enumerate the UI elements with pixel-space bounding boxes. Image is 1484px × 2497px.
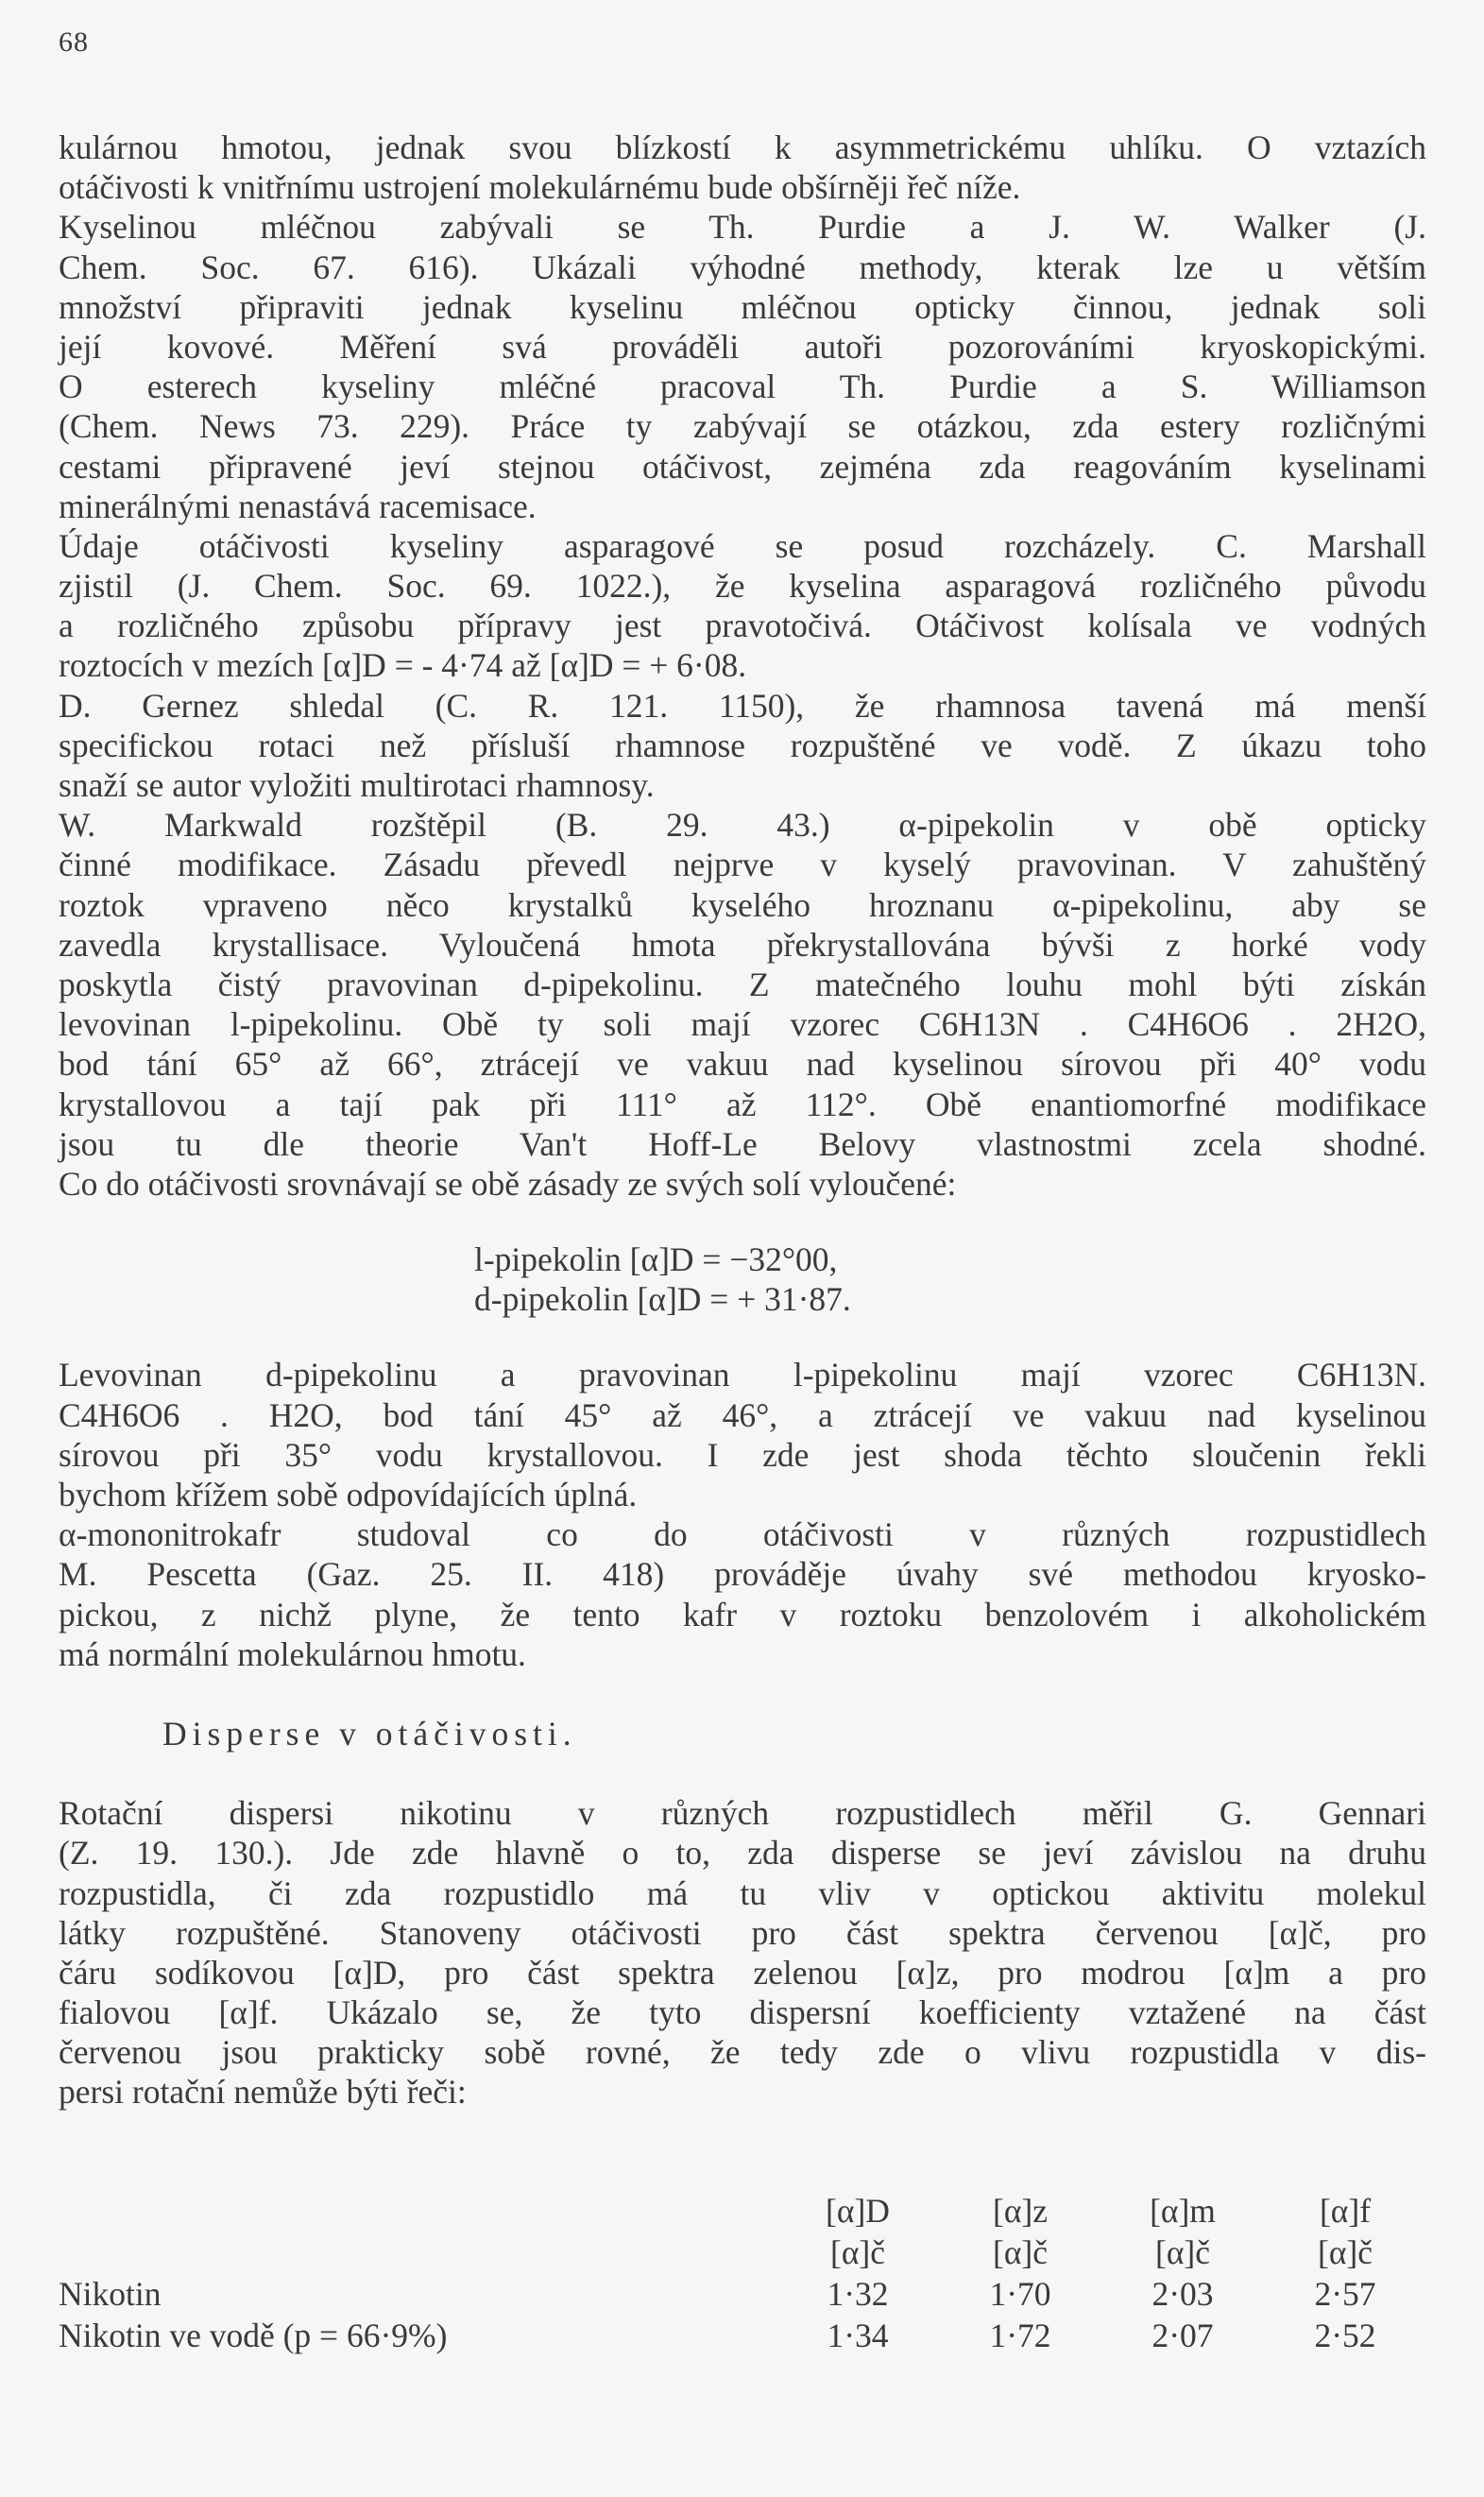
text-line: C4H6O6 . H2O, bod tání 45° až 46°, a ztrácejí ve vakuu nad kyselinou	[59, 1395, 1426, 1434]
table-header-cell: [α]z	[993, 2192, 1048, 2230]
text-line: O esterech kyseliny mléčné pracoval Th. Purdie a S. Williamson	[59, 368, 1426, 406]
text-line: pickou, z nichž plyne, že tento kafr v roztoku benzolovém i alkoholickém	[59, 1595, 1426, 1633]
text-line: levovinan l-pipekolinu. Obě ty soli mají vzorec C6H13N . C4H6O6 . 2H2O,	[59, 1005, 1426, 1044]
text-line: bod tání 65° až 66°, ztrácejí ve vakuu nad kyselinou sírovou při 40° vodu	[59, 1045, 1426, 1084]
text-line: její kovové. Měření svá prováděli autoři pozorováními kryoskopickými.	[59, 327, 1426, 366]
table-cell: 1·72	[989, 2317, 1051, 2354]
text-line: bychom křížem sobě odpovídajících úplná.	[59, 1476, 638, 1514]
text-line: množství připraviti jednak kyselinu mléčnou opticky činnou, jednak soli	[59, 287, 1426, 326]
text-line: Chem. Soc. 67. 616). Ukázali výhodné methody, kterak lze u větším	[59, 248, 1426, 286]
table-row	[59, 2273, 1426, 2315]
text-line: (Z. 19. 130.). Jde zde hlavně o to, zda disperse se jeví závislou na druhu	[59, 1834, 1426, 1873]
table-cell: 1·32	[827, 2275, 889, 2313]
text-line: α-mononitrokafr studoval co do otáčivosti v různých rozpustidlech	[59, 1515, 1426, 1554]
text-line: jsou tu dle theorie Van't Hoff-Le Belovy vlastnostmi zcela shodné.	[59, 1124, 1426, 1163]
text-line: krystallovou a tají pak při 111° až 112°. Obě enantiomorfné modifikace	[59, 1085, 1426, 1123]
text-line: persi rotační nemůže býti řeči:	[59, 2073, 467, 2112]
text-line: a rozličného způsobu přípravy jest pravotočivá. Otáčivost kolísala ve vodných	[59, 607, 1426, 645]
text-line: cestami připravené jeví stejnou otáčivost, zejména zda reagováním kyselinami	[59, 447, 1426, 486]
text-line: Rotační dispersi nikotinu v různých rozpustidlech měřil G. Gennari	[59, 1794, 1426, 1833]
paragraph-group-3	[59, 1793, 1426, 2112]
text-line: roztocích v mezích [α]D = - 4·74 až [α]D = + 6·08.	[59, 646, 747, 685]
text-line: rozpustidla, či zda rozpustidlo má tu vliv v optickou aktivitu molekul	[59, 1873, 1426, 1912]
table-cell: 2·07	[1151, 2317, 1214, 2354]
text-line: Kyselinou mléčnou zabývali se Th. Purdie a J. W. Walker (J.	[59, 208, 1426, 247]
page-body	[59, 128, 1426, 2112]
table-cell: 2·52	[1314, 2317, 1376, 2354]
section-heading: Disperse v otáčivosti.	[162, 1714, 577, 1753]
table-header-cell: [α]č	[993, 2233, 1048, 2271]
table-header-cell: [α]D	[826, 2192, 890, 2230]
page-number: 68	[59, 26, 89, 58]
table-header-cell: [α]č	[1155, 2233, 1210, 2271]
text-line: Co do otáčivosti srovnávají se obě zásady ze svých solí vyloučené:	[59, 1164, 957, 1203]
text-line: W. Markwald rozštěpil (B. 29. 43.) α-pipekolin v obě opticky	[59, 806, 1426, 845]
table-cell: 1·70	[989, 2275, 1051, 2313]
formula-line: d-pipekolin [α]D = + 31·87.	[474, 1280, 851, 1319]
text-line: M. Pescetta (Gaz. 25. II. 418) prováděje úvahy své methodou kryosko-	[59, 1555, 1426, 1594]
row-label: Nikotin	[59, 2275, 162, 2313]
text-line: snaží se autor vyložiti multirotaci rhamnosy.	[59, 766, 655, 804]
text-line: červenou jsou prakticky sobě rovné, že tedy zde o vlivu rozpustidla v dis-	[59, 2033, 1426, 2072]
text-line: čáru sodíkovou [α]D, pro část spektra zelenou [α]z, pro modrou [α]m a pro	[59, 1953, 1426, 1992]
text-line: otáčivosti k vnitřnímu ustrojení molekulárnému bude obšírněji řeč níže.	[59, 168, 1021, 207]
row-label: Nikotin ve vodě (p = 66·9%)	[59, 2317, 448, 2354]
text-line: sírovou při 35° vodu krystallovou. I zde jest shoda těchto sloučenin řekli	[59, 1435, 1426, 1474]
text-line: má normální molekulárnou hmotu.	[59, 1634, 526, 1673]
table-header-cell: [α]m	[1150, 2192, 1216, 2230]
text-line: činné modifikace. Zásadu převedl nejprve v kyselý pravovinan. V zahuštěný	[59, 846, 1426, 884]
table-header-row	[59, 2190, 1426, 2232]
table-header-cell: [α]č	[1318, 2233, 1373, 2271]
text-line: minerálnými nenastává racemisace.	[59, 487, 537, 525]
text-line: fialovou [α]f. Ukázalo se, že tyto dispersní koefficienty vztažené na část	[59, 1993, 1426, 2032]
text-line: zjistil (J. Chem. Soc. 69. 1022.), že kyselina asparagová rozličného původu	[59, 567, 1426, 606]
text-line: (Chem. News 73. 229). Práce ty zabývají se otázkou, zda estery rozličnými	[59, 407, 1426, 446]
paragraph-group-1	[59, 128, 1426, 1204]
table-header-cell: [α]f	[1319, 2192, 1372, 2230]
text-line: Levovinan d-pipekolinu a pravovinan l-pipekolinu mají vzorec C6H13N.	[59, 1356, 1426, 1394]
text-line: zavedla krystallisace. Vyloučená hmota překrystallována bývši z horké vody	[59, 925, 1426, 964]
text-line: Údaje otáčivosti kyseliny asparagové se posud rozcházely. C. Marshall	[59, 526, 1426, 565]
table-cell: 1·34	[827, 2317, 889, 2354]
table-header-cell: [α]č	[830, 2233, 885, 2271]
table-cell: 2·57	[1314, 2275, 1376, 2313]
table-cell: 2·03	[1151, 2275, 1214, 2313]
table-row	[59, 2315, 1426, 2356]
text-line: poskytla čistý pravovinan d-pipekolinu. Z matečného louhu mohl býti získán	[59, 965, 1426, 1003]
dispersion-table	[59, 2190, 1426, 2356]
formula-block	[59, 1240, 1426, 1319]
paragraph-group-2	[59, 1355, 1426, 1674]
text-line: kulárnou hmotou, jednak svou blízkostí k asymmetrickému uhlíku. O vztazích	[59, 128, 1426, 166]
text-line: specifickou rotaci než přísluší rhamnose rozpuštěné ve vodě. Z úkazu toho	[59, 726, 1426, 764]
text-line: látky rozpuštěné. Stanoveny otáčivosti pro část spektra červenou [α]č, pro	[59, 1913, 1426, 1952]
formula-line: l-pipekolin [α]D = −32°00,	[474, 1240, 838, 1279]
table-header-row	[59, 2232, 1426, 2273]
text-line: D. Gernez shledal (C. R. 121. 1150), že rhamnosa tavená má menší	[59, 686, 1426, 725]
text-line: roztok vpraveno něco krystalků kyselého hroznanu α-pipekolinu, aby se	[59, 885, 1426, 924]
